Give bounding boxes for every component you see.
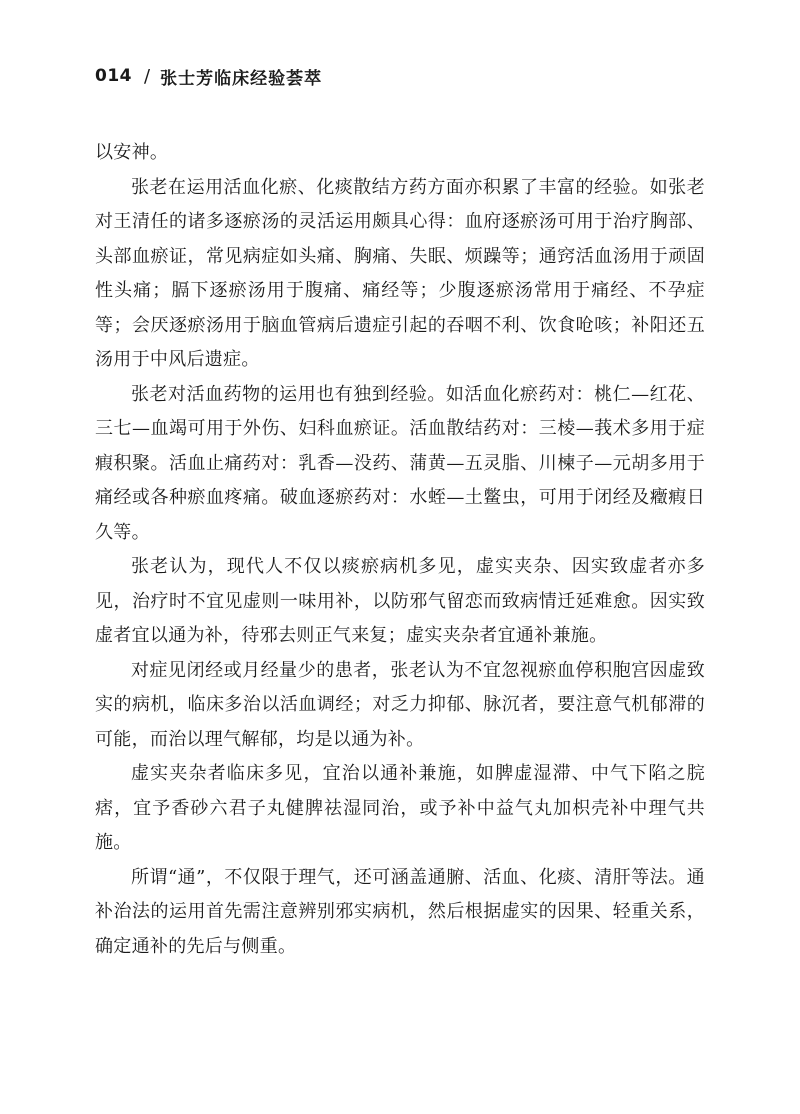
header-separator: / <box>144 65 151 87</box>
paragraph-herb-pairs: 张老对活血药物的运用也有独到经验。如活血化瘀药对：桃仁—红花、三七—血竭可用于外伤、妇科血瘀证。活血散结药对：三棱—莪术多用于症瘕积聚。活血止痛药对：乳香—没药、蒲黄—五灵脂、川楝子—元胡多用于痛经或各种瘀血疼痛。破血逐瘀药对：水蛭—土鳖虫，可用于闭经及癥瘕日久等。 <box>95 383 705 543</box>
book-title: 张士芳临床经验荟萃 <box>160 68 323 89</box>
page-number: 014 <box>95 66 132 86</box>
paragraph-mixed-deficiency: 虚实夹杂者临床多见，宜治以通补兼施，如脾虚湿滞、中气下陷之脘痞，宜予香砂六君子丸健脾祛湿同治，或予补中益气丸加枳壳补中理气共施。 <box>95 763 705 853</box>
paragraph-tong-methods: 所谓“通”，不仅限于理气，还可涵盖通腑、活血、化痰、清肝等法。通补治法的运用首先需注意辨别邪实病机，然后根据虚实的因果、轻重关系，确定通补的先后与侧重。 <box>95 866 705 957</box>
page-body <box>95 136 705 964</box>
paragraph-blood-stasis-formulas: 张老在运用活血化瘀、化痰散结方药方面亦积累了丰富的经验。如张老对王清任的诸多逐瘀汤的灵活运用颇具心得：血府逐瘀汤可用于治疗胸部、头部血瘀证，常见病症如头痛、胸痛、失眠、烦躁等；通窍活血汤用于顽固性头痛；膈下逐瘀汤用于腹痛、痛经等；少腹逐瘀汤常用于痛经、不孕症等；会厌逐瘀汤用于脑血管病后遗症引起的吞咽不利、饮食呛咳；补阳还五汤用于中风后遗症。 <box>95 176 705 370</box>
paragraph-amenorrhea: 对症见闭经或月经量少的患者，张老认为不宜忽视瘀血停积胞宫因虚致实的病机，临床多治以活血调经；对乏力抑郁、脉沉者，要注意气机郁滞的可能，而治以理气解郁，均是以通为补。 <box>95 659 705 750</box>
running-header <box>95 62 322 90</box>
paragraph-continuation: 以安神。 <box>95 142 169 163</box>
paragraph-tong-as-bu: 张老认为，现代人不仅以痰瘀病机多见，虚实夹杂、因实致虚者亦多见，治疗时不宜见虚则一味用补，以防邪气留恋而致病情迁延难愈。因实致虚者宜以通为补，待邪去则正气来复；虚实夹杂者宜通补兼施。 <box>95 556 705 646</box>
